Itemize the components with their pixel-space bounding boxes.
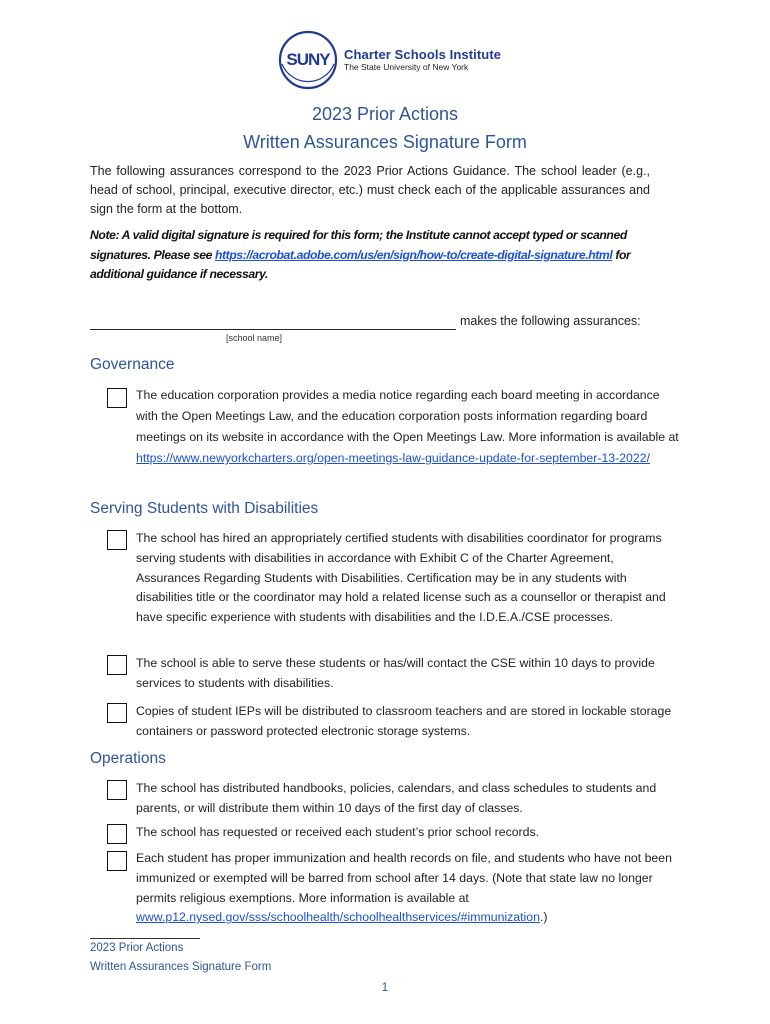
digital-signature-note xyxy=(90,226,650,285)
section-governance-heading: Governance xyxy=(90,356,175,373)
form-title-line2: Written Assurances Signature Form xyxy=(243,132,527,152)
school-name-label: [school name] xyxy=(226,333,283,343)
form-title-line1: 2023 Prior Actions xyxy=(311,104,459,124)
logo-title: Charter Schools Institute xyxy=(344,46,502,62)
assurance-operations-1: The school has distributed handbooks, policies, calendars, and class schedules to students and parents, or will distribute them within 10 days of the first day of classes. xyxy=(136,781,657,815)
assurance-disabilities-1: The school has hired an appropriately certified students with disabilities coordinator for programs serving students with disabilities in accordance with Exhibit C of the Charter Agreement, Assurances Regarding Students with Disabilities. Certification may be in any students with disabilities title or the coordinator may hold a related license such as a counsellor or therapist and have specific experience with students with disabilities and the I.D.E.A./CSE processes. xyxy=(136,531,666,625)
checkbox-disabilities-3[interactable] xyxy=(107,703,127,723)
assurance-disabilities-2: The school is able to serve these students or has/will contact the CSE within 10 days to provide services to students with disabilities. xyxy=(136,656,655,690)
logo-subtitle: The State University of New York xyxy=(344,61,469,72)
suny-logo-mark xyxy=(276,28,340,92)
assurance-governance-1 xyxy=(136,385,680,469)
note-prefix: Note: A valid digital signature is required for this form; the Institute cannot accept typed or scanned signatures. Please see xyxy=(90,228,627,262)
checkbox-governance-1[interactable] xyxy=(107,388,127,408)
note-link[interactable]: https://acrobat.adobe.com/us/en/sign/how-to/create-digital-signature.html xyxy=(214,247,613,262)
note-suffix: for additional guidance if necessary. xyxy=(90,247,631,281)
suny-mark-text: SUNY xyxy=(286,50,330,69)
checkbox-operations-3[interactable] xyxy=(107,851,127,871)
footer-line1: 2023 Prior Actions xyxy=(90,942,184,954)
suny-logo xyxy=(276,28,501,92)
footer-line2: Written Assurances Signature Form xyxy=(90,961,272,973)
school-assurance-text: makes the following assurances: xyxy=(460,314,641,328)
immunization-link[interactable]: www.p12.nysed.gov/sss/schoolhealth/schoolhealthservices/#immunization xyxy=(136,910,540,925)
checkbox-disabilities-2[interactable] xyxy=(107,655,127,675)
section-operations-heading: Operations xyxy=(90,750,166,767)
page-number: 1 xyxy=(381,982,389,994)
checkbox-disabilities-1[interactable] xyxy=(107,530,127,550)
assurance-disabilities-3: Copies of student IEPs will be distributed to classroom teachers and are stored in lockable storage containers or password protected electronic storage systems. xyxy=(136,704,672,738)
assurance-operations-2: The school has requested or received each student’s prior school records. xyxy=(136,825,540,839)
checkbox-operations-2[interactable] xyxy=(107,824,127,844)
assurance-text: The education corporation provides a media notice regarding each board meeting in accordance with the Open Meetings Law, and the education corporation posts information regarding board meetings on its website in accordance with the Open Meetings Law. More information is available at xyxy=(136,388,679,444)
school-name-field[interactable] xyxy=(90,317,456,330)
intro-paragraph: The following assurances correspond to the 2023 Prior Actions Guidance. The school leader (e.g., head of school, principal, executive director, etc.) must check each of the applicable assurances and sign the form at the bottom. xyxy=(90,164,650,216)
checkbox-operations-1[interactable] xyxy=(107,780,127,800)
section-disabilities-heading: Serving Students with Disabilities xyxy=(90,500,319,517)
assurance-text: Each student has proper immunization and health records on file, and students who have not been immunized or exempted will be barred from school after 14 days. (Note that state law no longer permits religious exemptions. More information is available at xyxy=(136,851,672,905)
assurance-suffix: .) xyxy=(539,910,548,925)
assurance-operations-3 xyxy=(136,849,680,928)
open-meetings-link[interactable]: https://www.newyorkcharters.org/open-meetings-law-guidance-update-for-september-13-2022/ xyxy=(136,451,650,465)
footer-divider xyxy=(90,938,200,939)
